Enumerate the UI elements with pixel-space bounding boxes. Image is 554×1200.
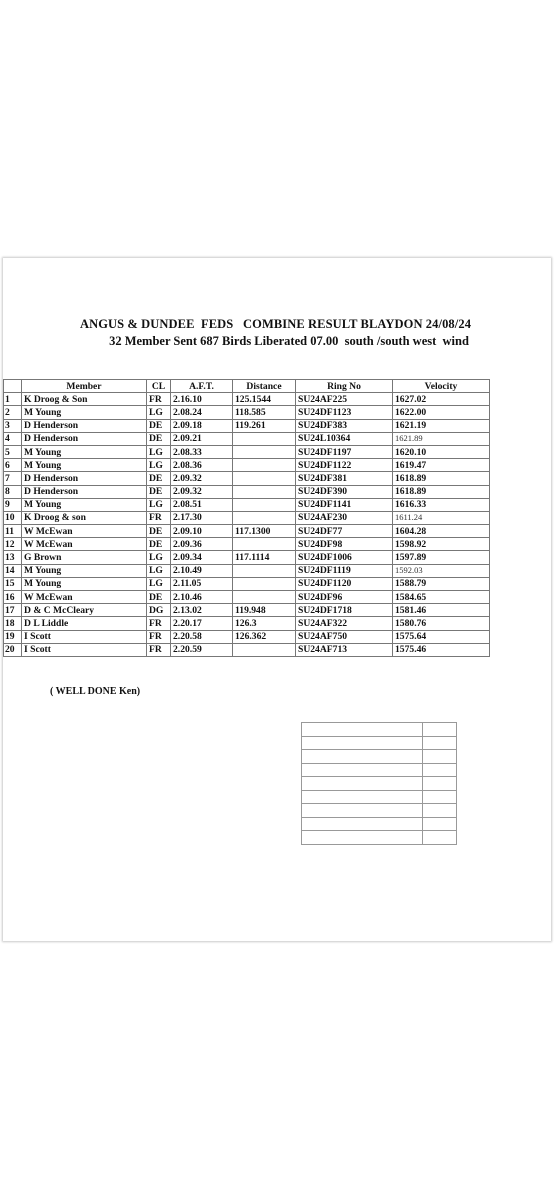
congratulations-note: ( WELL DONE Ken): [50, 686, 141, 697]
member-cell: M Young: [22, 498, 147, 511]
blank-grid-cell: [423, 804, 457, 818]
aft-cell: 2.20.59: [171, 643, 233, 656]
class-cell: DE: [147, 419, 171, 432]
position-cell: 9: [4, 498, 22, 511]
class-cell: LG: [147, 551, 171, 564]
distance-cell: 125.1544: [233, 393, 296, 406]
blank-grid-cell: [423, 817, 457, 831]
member-cell: D & C McCleary: [22, 604, 147, 617]
ring-no-cell: SU24DF1120: [296, 577, 393, 590]
velocity-cell: 1581.46: [393, 604, 490, 617]
table-row: [4, 630, 490, 643]
class-cell: LG: [147, 577, 171, 590]
column-header-velocity: Velocity: [393, 380, 490, 393]
velocity-cell: 1611.24: [393, 511, 490, 524]
ring-no-cell: SU24DF381: [296, 472, 393, 485]
aft-cell: 2.17.30: [171, 511, 233, 524]
blank-grid-cell: [302, 790, 423, 804]
ring-no-cell: SU24DF1122: [296, 459, 393, 472]
blank-grid-row: [302, 736, 457, 750]
position-cell: 19: [4, 630, 22, 643]
distance-cell: [233, 472, 296, 485]
class-cell: FR: [147, 393, 171, 406]
column-header-position: [4, 380, 22, 393]
blank-grid-row: [302, 723, 457, 737]
aft-cell: 2.13.02: [171, 604, 233, 617]
aft-cell: 2.10.49: [171, 564, 233, 577]
aft-cell: 2.16.10: [171, 393, 233, 406]
table-row: [4, 525, 490, 538]
position-cell: 10: [4, 511, 22, 524]
velocity-cell: 1619.47: [393, 459, 490, 472]
position-cell: 8: [4, 485, 22, 498]
member-cell: D Henderson: [22, 472, 147, 485]
aft-cell: 2.10.46: [171, 591, 233, 604]
distance-cell: [233, 577, 296, 590]
distance-cell: [233, 538, 296, 551]
distance-cell: 119.948: [233, 604, 296, 617]
ring-no-cell: SU24DF383: [296, 419, 393, 432]
member-cell: D Henderson: [22, 419, 147, 432]
ring-no-cell: SU24DF96: [296, 591, 393, 604]
distance-cell: [233, 485, 296, 498]
position-cell: 20: [4, 643, 22, 656]
velocity-cell: 1597.89: [393, 551, 490, 564]
table-row: [4, 445, 490, 458]
table-row: [4, 406, 490, 419]
distance-cell: [233, 643, 296, 656]
result-sheet: [3, 258, 551, 941]
table-row: [4, 591, 490, 604]
class-cell: DE: [147, 525, 171, 538]
table-row: [4, 511, 490, 524]
class-cell: FR: [147, 511, 171, 524]
class-cell: LG: [147, 564, 171, 577]
blank-grid-row: [302, 817, 457, 831]
position-cell: 15: [4, 577, 22, 590]
results-table-body: [4, 393, 490, 657]
table-row: [4, 577, 490, 590]
blank-grid-cell: [302, 817, 423, 831]
table-row: [4, 604, 490, 617]
column-header-member: Member: [22, 380, 147, 393]
position-cell: 2: [4, 406, 22, 419]
member-cell: M Young: [22, 406, 147, 419]
velocity-cell: 1621.19: [393, 419, 490, 432]
page-subtitle: 32 Member Sent 687 Birds Liberated 07.00 south /south west wind: [109, 334, 469, 348]
blank-grid-row: [302, 790, 457, 804]
table-row: [4, 432, 490, 445]
distance-cell: 119.261: [233, 419, 296, 432]
velocity-cell: 1618.89: [393, 485, 490, 498]
aft-cell: 2.09.32: [171, 472, 233, 485]
position-cell: 3: [4, 419, 22, 432]
member-cell: M Young: [22, 459, 147, 472]
ring-no-cell: SU24DF390: [296, 485, 393, 498]
velocity-cell: 1621.89: [393, 432, 490, 445]
velocity-cell: 1575.46: [393, 643, 490, 656]
blank-grid-cell: [423, 736, 457, 750]
velocity-cell: 1580.76: [393, 617, 490, 630]
distance-cell: [233, 432, 296, 445]
velocity-cell: 1584.65: [393, 591, 490, 604]
blank-grid-row: [302, 804, 457, 818]
member-cell: I Scott: [22, 643, 147, 656]
member-cell: D L Liddle: [22, 617, 147, 630]
table-row: [4, 459, 490, 472]
column-header-ring-no: Ring No: [296, 380, 393, 393]
table-header-row: [4, 380, 490, 393]
blank-grid-cell: [302, 777, 423, 791]
class-cell: LG: [147, 498, 171, 511]
ring-no-cell: SU24DF1197: [296, 445, 393, 458]
table-row: [4, 419, 490, 432]
velocity-cell: 1588.79: [393, 577, 490, 590]
table-row: [4, 498, 490, 511]
aft-cell: 2.08.36: [171, 459, 233, 472]
blank-grid-cell: [423, 763, 457, 777]
member-cell: W McEwan: [22, 525, 147, 538]
table-row: [4, 538, 490, 551]
ring-no-cell: SU24AF713: [296, 643, 393, 656]
member-cell: I Scott: [22, 630, 147, 643]
position-cell: 4: [4, 432, 22, 445]
distance-cell: [233, 591, 296, 604]
class-cell: DE: [147, 472, 171, 485]
blank-grid-cell: [302, 736, 423, 750]
member-cell: M Young: [22, 564, 147, 577]
blank-grid-row: [302, 750, 457, 764]
blank-grid-cell: [423, 777, 457, 791]
position-cell: 14: [4, 564, 22, 577]
blank-grid-row: [302, 763, 457, 777]
blank-grid-row: [302, 777, 457, 791]
aft-cell: 2.20.17: [171, 617, 233, 630]
velocity-cell: 1620.10: [393, 445, 490, 458]
aft-cell: 2.20.58: [171, 630, 233, 643]
member-cell: M Young: [22, 577, 147, 590]
ring-no-cell: SU24AF322: [296, 617, 393, 630]
ring-no-cell: SU24DF1141: [296, 498, 393, 511]
blank-grid-cell: [302, 723, 423, 737]
ring-no-cell: SU24L10364: [296, 432, 393, 445]
blank-grid-cell: [423, 831, 457, 845]
page-title: ANGUS & DUNDEE FEDS COMBINE RESULT BLAYDON 24/08/24: [79, 317, 472, 331]
blank-grid-cell: [302, 804, 423, 818]
member-cell: W McEwan: [22, 591, 147, 604]
class-cell: DE: [147, 591, 171, 604]
position-cell: 12: [4, 538, 22, 551]
distance-cell: [233, 564, 296, 577]
position-cell: 13: [4, 551, 22, 564]
class-cell: LG: [147, 445, 171, 458]
ring-no-cell: SU24DF1718: [296, 604, 393, 617]
blank-grid-cell: [302, 763, 423, 777]
velocity-cell: 1604.28: [393, 525, 490, 538]
blank-grid-row: [302, 831, 457, 845]
class-cell: DG: [147, 604, 171, 617]
aft-cell: 2.08.51: [171, 498, 233, 511]
table-row: [4, 643, 490, 656]
column-header-cl: CL: [147, 380, 171, 393]
ring-no-cell: SU24AF750: [296, 630, 393, 643]
velocity-cell: 1592.03: [393, 564, 490, 577]
member-cell: K Droog & son: [22, 511, 147, 524]
member-cell: D Henderson: [22, 432, 147, 445]
velocity-cell: 1622.00: [393, 406, 490, 419]
blank-grid-cell: [302, 750, 423, 764]
column-header-distance: Distance: [233, 380, 296, 393]
distance-cell: [233, 459, 296, 472]
member-cell: K Droog & Son: [22, 393, 147, 406]
blank-grid-cell: [423, 750, 457, 764]
table-row: [4, 393, 490, 406]
ring-no-cell: SU24AF230: [296, 511, 393, 524]
aft-cell: 2.08.33: [171, 445, 233, 458]
class-cell: LG: [147, 406, 171, 419]
position-cell: 16: [4, 591, 22, 604]
class-cell: DE: [147, 538, 171, 551]
class-cell: DE: [147, 485, 171, 498]
distance-cell: 117.1114: [233, 551, 296, 564]
ring-no-cell: SU24DF98: [296, 538, 393, 551]
column-header-aft: A.F.T.: [171, 380, 233, 393]
blank-grid-cell: [302, 831, 423, 845]
table-row: [4, 485, 490, 498]
aft-cell: 2.09.36: [171, 538, 233, 551]
aft-cell: 2.09.21: [171, 432, 233, 445]
ring-no-cell: SU24DF1119: [296, 564, 393, 577]
ring-no-cell: SU24DF1123: [296, 406, 393, 419]
table-row: [4, 551, 490, 564]
results-table: [3, 379, 490, 657]
class-cell: DE: [147, 432, 171, 445]
table-row: [4, 564, 490, 577]
position-cell: 18: [4, 617, 22, 630]
distance-cell: 118.585: [233, 406, 296, 419]
distance-cell: [233, 445, 296, 458]
aft-cell: 2.09.34: [171, 551, 233, 564]
velocity-cell: 1627.02: [393, 393, 490, 406]
distance-cell: 126.362: [233, 630, 296, 643]
aft-cell: 2.11.05: [171, 577, 233, 590]
velocity-cell: 1618.89: [393, 472, 490, 485]
distance-cell: [233, 511, 296, 524]
position-cell: 7: [4, 472, 22, 485]
member-cell: G Brown: [22, 551, 147, 564]
class-cell: FR: [147, 643, 171, 656]
ring-no-cell: SU24AF225: [296, 393, 393, 406]
ring-no-cell: SU24DF1006: [296, 551, 393, 564]
aft-cell: 2.09.18: [171, 419, 233, 432]
position-cell: 1: [4, 393, 22, 406]
class-cell: FR: [147, 630, 171, 643]
member-cell: M Young: [22, 445, 147, 458]
velocity-cell: 1616.33: [393, 498, 490, 511]
ring-no-cell: SU24DF77: [296, 525, 393, 538]
member-cell: W McEwan: [22, 538, 147, 551]
distance-cell: [233, 498, 296, 511]
aft-cell: 2.08.24: [171, 406, 233, 419]
position-cell: 5: [4, 445, 22, 458]
table-row: [4, 617, 490, 630]
distance-cell: 117.1300: [233, 525, 296, 538]
velocity-cell: 1575.64: [393, 630, 490, 643]
position-cell: 17: [4, 604, 22, 617]
distance-cell: 126.3: [233, 617, 296, 630]
member-cell: D Henderson: [22, 485, 147, 498]
blank-grid-table: [301, 722, 457, 845]
position-cell: 11: [4, 525, 22, 538]
blank-grid-cell: [423, 723, 457, 737]
class-cell: FR: [147, 617, 171, 630]
class-cell: LG: [147, 459, 171, 472]
velocity-cell: 1598.92: [393, 538, 490, 551]
aft-cell: 2.09.32: [171, 485, 233, 498]
position-cell: 6: [4, 459, 22, 472]
table-row: [4, 472, 490, 485]
aft-cell: 2.09.10: [171, 525, 233, 538]
blank-grid-cell: [423, 790, 457, 804]
